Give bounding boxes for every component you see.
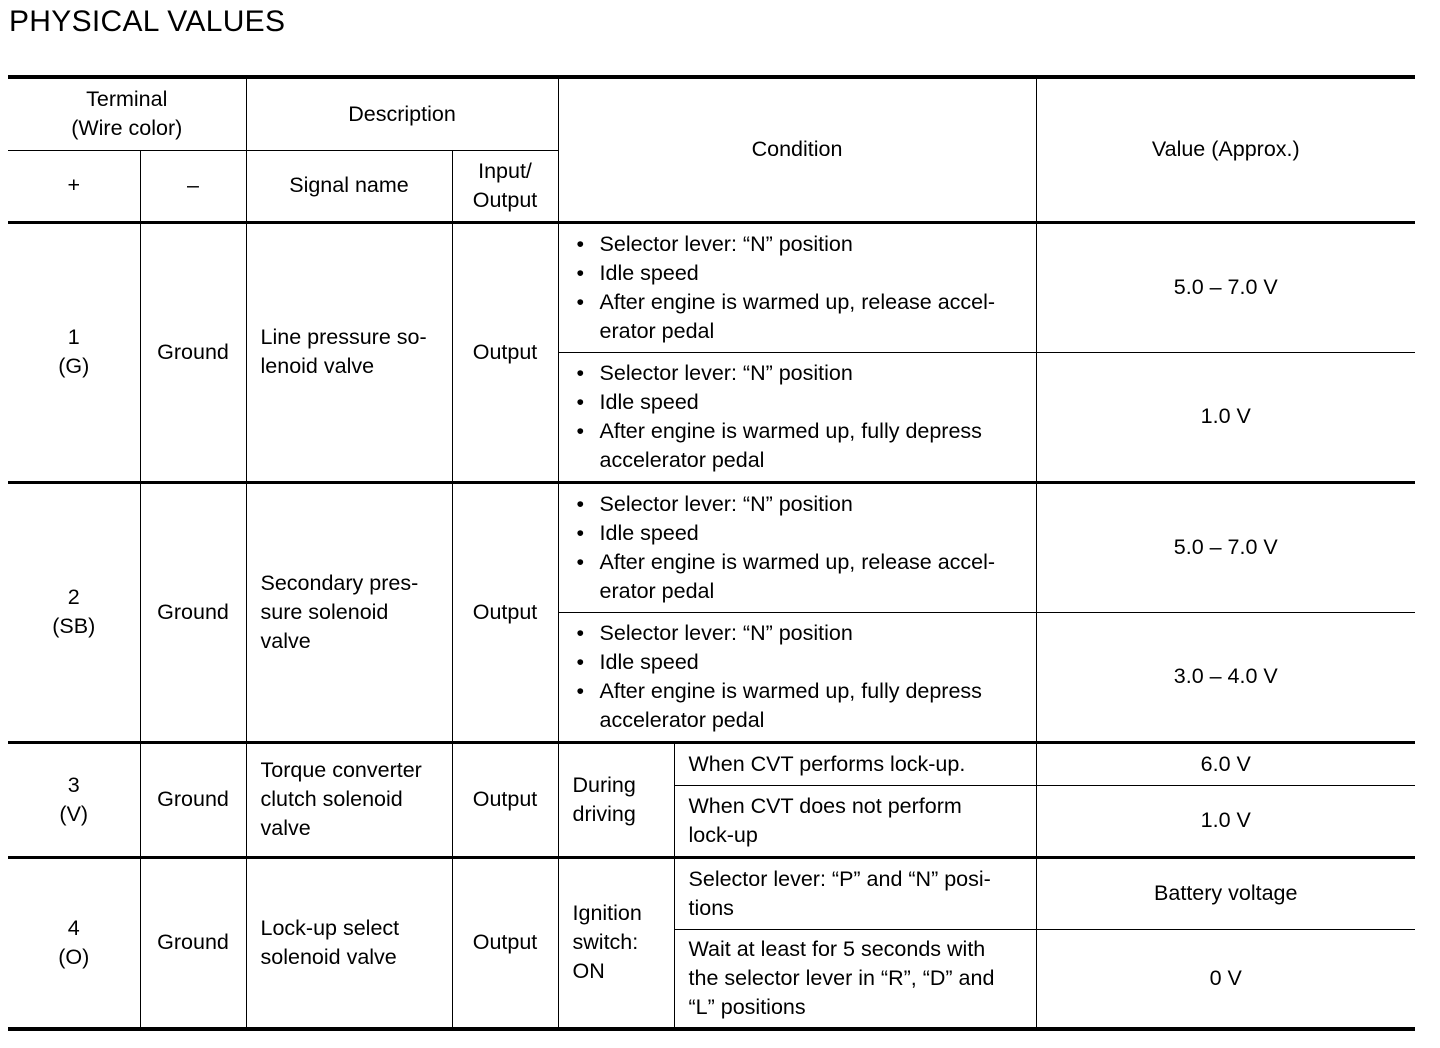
- condition-item: • Idle speed: [573, 388, 1028, 417]
- terminal-wire-color: (V): [59, 801, 89, 826]
- io-cell: Output: [452, 857, 558, 1029]
- terminal-cell: [8, 742, 140, 857]
- condition-list: [573, 490, 1028, 606]
- table-row: [8, 482, 1415, 612]
- sub-condition-cell: [674, 742, 1036, 785]
- condition-group-cell: [558, 857, 674, 1029]
- io-cell: Output: [452, 482, 558, 742]
- header-terminal-label: Terminal: [86, 87, 168, 112]
- header-minus: –: [140, 150, 246, 222]
- sub-condition-line: When CVT performs lock-up.: [688, 751, 966, 776]
- condition-item: • Selector lever: “N” position: [573, 359, 1028, 388]
- condition-item: • Selector lever: “N” position: [573, 619, 1028, 648]
- condition-item-line: After engine is warmed up, fully depress: [599, 418, 982, 443]
- terminal-cell: [8, 482, 140, 742]
- minus-cell: Ground: [140, 857, 246, 1029]
- condition-item: [573, 677, 1028, 735]
- signal-name-line: Torque converter: [260, 758, 422, 782]
- condition-group-line: Ignition: [572, 901, 642, 926]
- header-signal-name: Signal name: [246, 150, 452, 222]
- terminal-wire-color: (O): [58, 944, 90, 969]
- condition-item: • Idle speed: [573, 259, 1028, 288]
- signal-name-line: Line pressure so-: [260, 325, 427, 349]
- condition-group-line: During: [572, 772, 636, 797]
- condition-list: [573, 359, 1028, 475]
- io-cell: Output: [452, 222, 558, 482]
- terminal-number: 1: [67, 325, 80, 349]
- sub-condition-line: the selector lever in “R”, “D” and: [688, 965, 995, 990]
- terminal-wire-color: (SB): [52, 614, 96, 638]
- terminal-number: 2: [67, 585, 80, 609]
- sub-condition-cell: [674, 929, 1036, 1029]
- header-description: Description: [246, 77, 558, 150]
- condition-group-line: driving: [572, 801, 636, 826]
- terminal-cell: [8, 857, 140, 1029]
- sub-condition-line: Selector lever: “P” and “N” posi-: [688, 866, 991, 891]
- page-title: PHYSICAL VALUES: [9, 5, 286, 38]
- condition-list: [573, 619, 1028, 735]
- physical-values-table: [8, 75, 1415, 1031]
- terminal-number: 4: [67, 915, 80, 940]
- condition-item: [573, 548, 1028, 606]
- condition-cell: [558, 482, 1036, 612]
- signal-name-line: valve: [260, 816, 311, 840]
- value-cell: 5.0 – 7.0 V: [1036, 482, 1415, 612]
- value-cell: Battery voltage: [1036, 857, 1415, 929]
- header-input-output-line-1: Input/: [478, 158, 532, 183]
- condition-item-line: After engine is warmed up, release accel-: [599, 289, 996, 314]
- signal-name-line: Lock-up select: [260, 915, 400, 940]
- header-plus: +: [8, 150, 140, 222]
- condition-item: [573, 288, 1028, 346]
- condition-item-line: erator pedal: [599, 318, 715, 343]
- signal-name-cell: [246, 857, 452, 1029]
- signal-name-cell: [246, 742, 452, 857]
- value-cell: 0 V: [1036, 929, 1415, 1029]
- condition-item: [573, 417, 1028, 475]
- signal-name-line: clutch solenoid: [260, 787, 403, 811]
- terminal-cell: [8, 222, 140, 482]
- header-input-output-line-2: Output: [472, 187, 538, 212]
- signal-name-line: lenoid valve: [260, 354, 375, 378]
- minus-cell: Ground: [140, 482, 246, 742]
- terminal-number: 3: [67, 772, 80, 797]
- condition-item-line: erator pedal: [599, 578, 715, 603]
- sub-condition-line: lock-up: [688, 822, 758, 847]
- condition-item-line: After engine is warmed up, release accel-: [599, 549, 996, 574]
- header-wire-color-label: (Wire color): [71, 116, 183, 141]
- header-input-output: [452, 150, 558, 222]
- sub-condition-line: “L” positions: [688, 994, 806, 1019]
- signal-name-cell: [246, 222, 452, 482]
- condition-item: • Selector lever: “N” position: [573, 490, 1028, 519]
- condition-group-cell: [558, 742, 674, 857]
- io-cell: Output: [452, 742, 558, 857]
- condition-cell: [558, 222, 1036, 352]
- sub-condition-cell: [674, 785, 1036, 857]
- sub-condition-cell: [674, 857, 1036, 929]
- sub-condition-line: Wait at least for 5 seconds with: [688, 936, 986, 961]
- table-row: [8, 222, 1415, 352]
- table-row: [8, 742, 1415, 785]
- condition-item-line: After engine is warmed up, fully depress: [599, 678, 982, 703]
- sub-condition-line: tions: [688, 895, 734, 920]
- value-cell: 1.0 V: [1036, 785, 1415, 857]
- value-cell: 6.0 V: [1036, 742, 1415, 785]
- condition-cell: [558, 612, 1036, 742]
- terminal-wire-color: (G): [58, 354, 90, 378]
- sub-condition-line: When CVT does not perform: [688, 793, 962, 818]
- signal-name-cell: [246, 482, 452, 742]
- condition-item-line: accelerator pedal: [599, 707, 765, 732]
- value-cell: 5.0 – 7.0 V: [1036, 222, 1415, 352]
- condition-item: • Selector lever: “N” position: [573, 230, 1028, 259]
- header-terminal: [8, 77, 246, 150]
- condition-cell: [558, 352, 1036, 482]
- condition-group-line: switch:: [572, 930, 639, 955]
- condition-item: • Idle speed: [573, 648, 1028, 677]
- signal-name-line: Secondary pres-: [260, 570, 419, 595]
- table-row: [8, 857, 1415, 929]
- value-cell: 1.0 V: [1036, 352, 1415, 482]
- header-condition: Condition: [558, 77, 1036, 222]
- signal-name-line: valve: [260, 628, 311, 653]
- minus-cell: Ground: [140, 222, 246, 482]
- condition-item-line: accelerator pedal: [599, 447, 765, 472]
- header-value: Value (Approx.): [1036, 77, 1415, 222]
- condition-item: • Idle speed: [573, 519, 1028, 548]
- condition-group-line: ON: [572, 959, 605, 984]
- signal-name-line: solenoid valve: [260, 944, 397, 969]
- value-cell: 3.0 – 4.0 V: [1036, 612, 1415, 742]
- signal-name-line: sure solenoid: [260, 599, 389, 624]
- minus-cell: Ground: [140, 742, 246, 857]
- condition-list: [573, 230, 1028, 346]
